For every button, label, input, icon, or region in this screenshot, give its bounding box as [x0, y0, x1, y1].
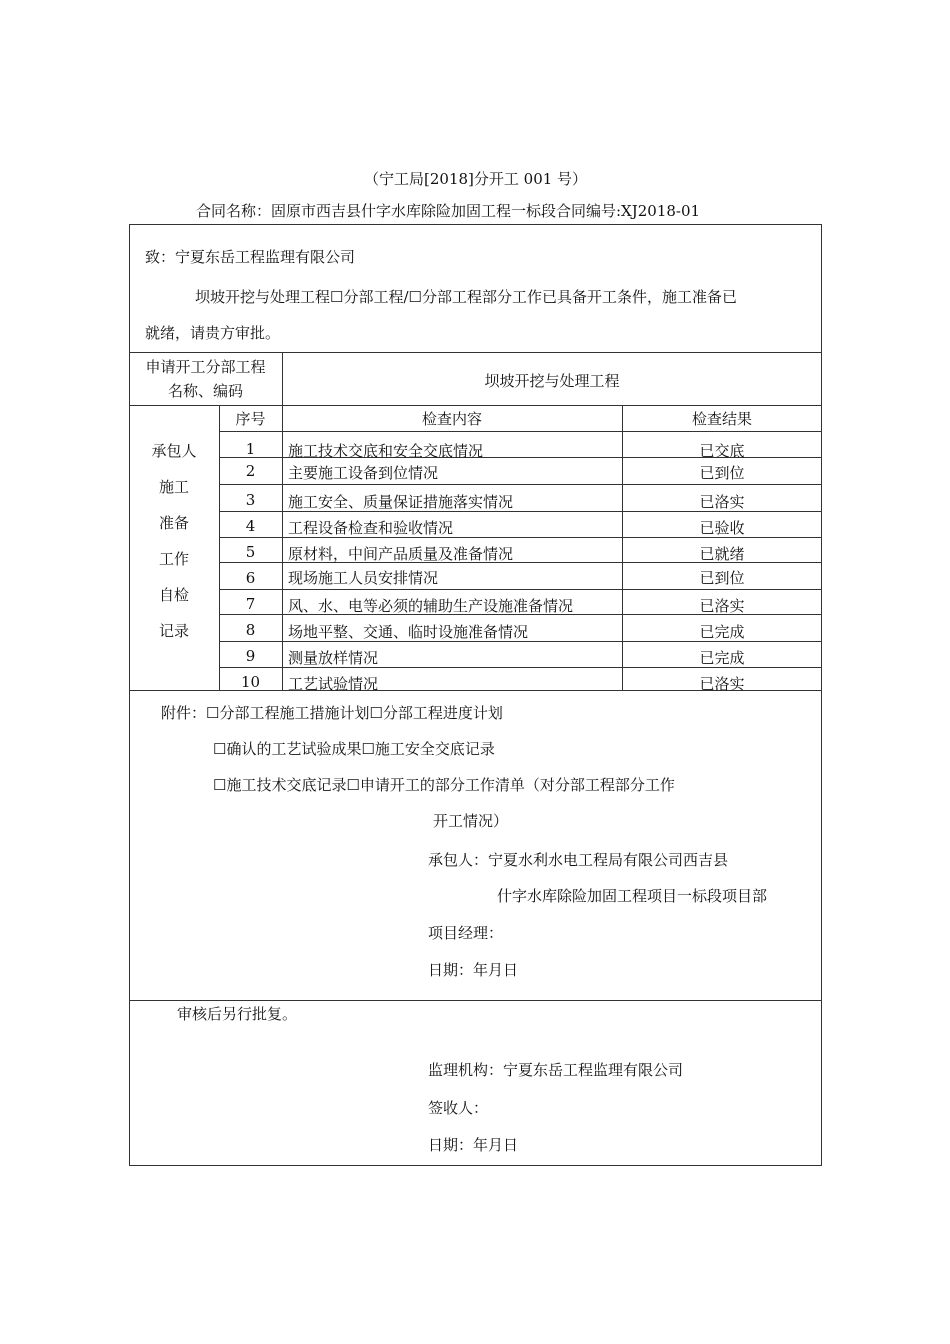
row-seq: 5 — [245, 543, 256, 561]
row-seq: 3 — [245, 491, 256, 509]
row-content: 施工技术交底和安全交底情况 — [288, 442, 484, 460]
header-content: 检查内容 — [421, 410, 482, 428]
letter-body-line2: 就绪，请贵方审批。 — [145, 324, 281, 342]
row-content: 现场施工人员安排情况 — [288, 569, 439, 587]
contractor-date: 日期：年月日 — [428, 961, 519, 979]
side-label-part: 记录 — [158, 622, 189, 640]
side-label-part: 准备 — [158, 514, 189, 532]
side-label-part: 自检 — [158, 586, 189, 604]
review-note: 审核后另行批复。 — [177, 1005, 298, 1023]
row-divider — [219, 484, 822, 485]
border-bottom — [129, 1165, 822, 1166]
row-result: 已交底 — [699, 442, 745, 460]
contractor-line2: 什字水库除险加固工程项目一标段项目部 — [497, 887, 768, 905]
apply-label-line2: 名称、编码 — [167, 382, 243, 400]
row-seq: 10 — [240, 673, 261, 691]
row-result: 已洛实 — [699, 597, 745, 615]
row-result: 已完成 — [699, 623, 745, 641]
row-content: 场地平整、交通、临时设施准备情况 — [288, 623, 529, 641]
side-label-part: 施工 — [158, 478, 189, 496]
row-result: 已到位 — [699, 569, 745, 587]
divider-seq-col — [282, 405, 283, 690]
row-result: 已验收 — [699, 519, 745, 537]
row-content: 工艺试验情况 — [288, 675, 379, 693]
attachments-line3: ☐施工技术交底记录☐申请开工的部分工作清单（对分部工程部分工作 — [213, 776, 675, 794]
letter-body-line1: 坝坡开挖与处理工程☐分部工程/☐分部工程部分工作已具备开工条件，施工准备已 — [195, 288, 737, 306]
supervisor-org: 监理机构：宁夏东岳工程监理有限公司 — [428, 1061, 684, 1079]
divider-letter — [129, 352, 822, 353]
border-top — [129, 224, 822, 225]
row-divider — [219, 431, 822, 432]
contract-line: 合同名称：固原市西吉县什字水库除险加固工程一标段合同编号:XJ2018-01 — [196, 202, 701, 220]
side-label — [129, 440, 219, 656]
row-divider — [219, 589, 822, 590]
addressee: 致：宁夏东岳工程监理有限公司 — [145, 248, 356, 266]
row-seq: 8 — [245, 621, 256, 639]
row-content: 测量放样情况 — [288, 649, 379, 667]
row-content: 工程设备检查和验收情况 — [288, 519, 454, 537]
row-content: 风、水、电等必须的辅助生产设施准备情况 — [288, 597, 574, 615]
row-seq: 4 — [245, 517, 256, 535]
row-result: 已洛实 — [699, 675, 745, 693]
project-manager: 项目经理： — [428, 924, 504, 942]
doc-number: （宁工局[2018]分开工 001 号） — [364, 170, 588, 188]
row-content: 施工安全、质量保证措施落实情况 — [288, 493, 514, 511]
row-seq: 6 — [245, 569, 256, 587]
apply-label-line1: 申请开工分部工程 — [145, 358, 266, 376]
contractor-line1: 承包人：宁夏水利水电工程局有限公司西吉县 — [428, 851, 729, 869]
row-content: 主要施工设备到位情况 — [288, 464, 439, 482]
row-seq: 7 — [245, 595, 256, 613]
apply-value: 坝坡开挖与处理工程 — [484, 372, 620, 390]
divider-apply — [129, 405, 822, 406]
side-label-part: 工作 — [158, 550, 189, 568]
header-result: 检查结果 — [691, 410, 752, 428]
border-right — [821, 224, 822, 1166]
attachments-line4: 开工情况） — [433, 812, 509, 830]
row-content: 原材料，中间产品质量及准备情况 — [288, 545, 514, 563]
side-label-part: 承包人 — [151, 442, 197, 460]
signer: 签收人： — [428, 1099, 489, 1117]
row-result: 已完成 — [699, 649, 745, 667]
attachments-line2: ☐确认的工艺试验成果☐施工安全交底记录 — [213, 740, 495, 758]
row-result: 已洛实 — [699, 493, 745, 511]
row-seq: 1 — [245, 440, 256, 458]
row-seq: 2 — [245, 462, 256, 480]
review-date: 日期：年月日 — [428, 1136, 519, 1154]
attachments-line1: 附件：☐分部工程施工措施计划☐分部工程进度计划 — [161, 704, 503, 722]
row-result: 已就绪 — [699, 545, 745, 563]
header-seq: 序号 — [235, 410, 266, 428]
divider-attachments-end — [129, 1000, 822, 1001]
row-result: 已到位 — [699, 464, 745, 482]
row-seq: 9 — [245, 647, 256, 665]
